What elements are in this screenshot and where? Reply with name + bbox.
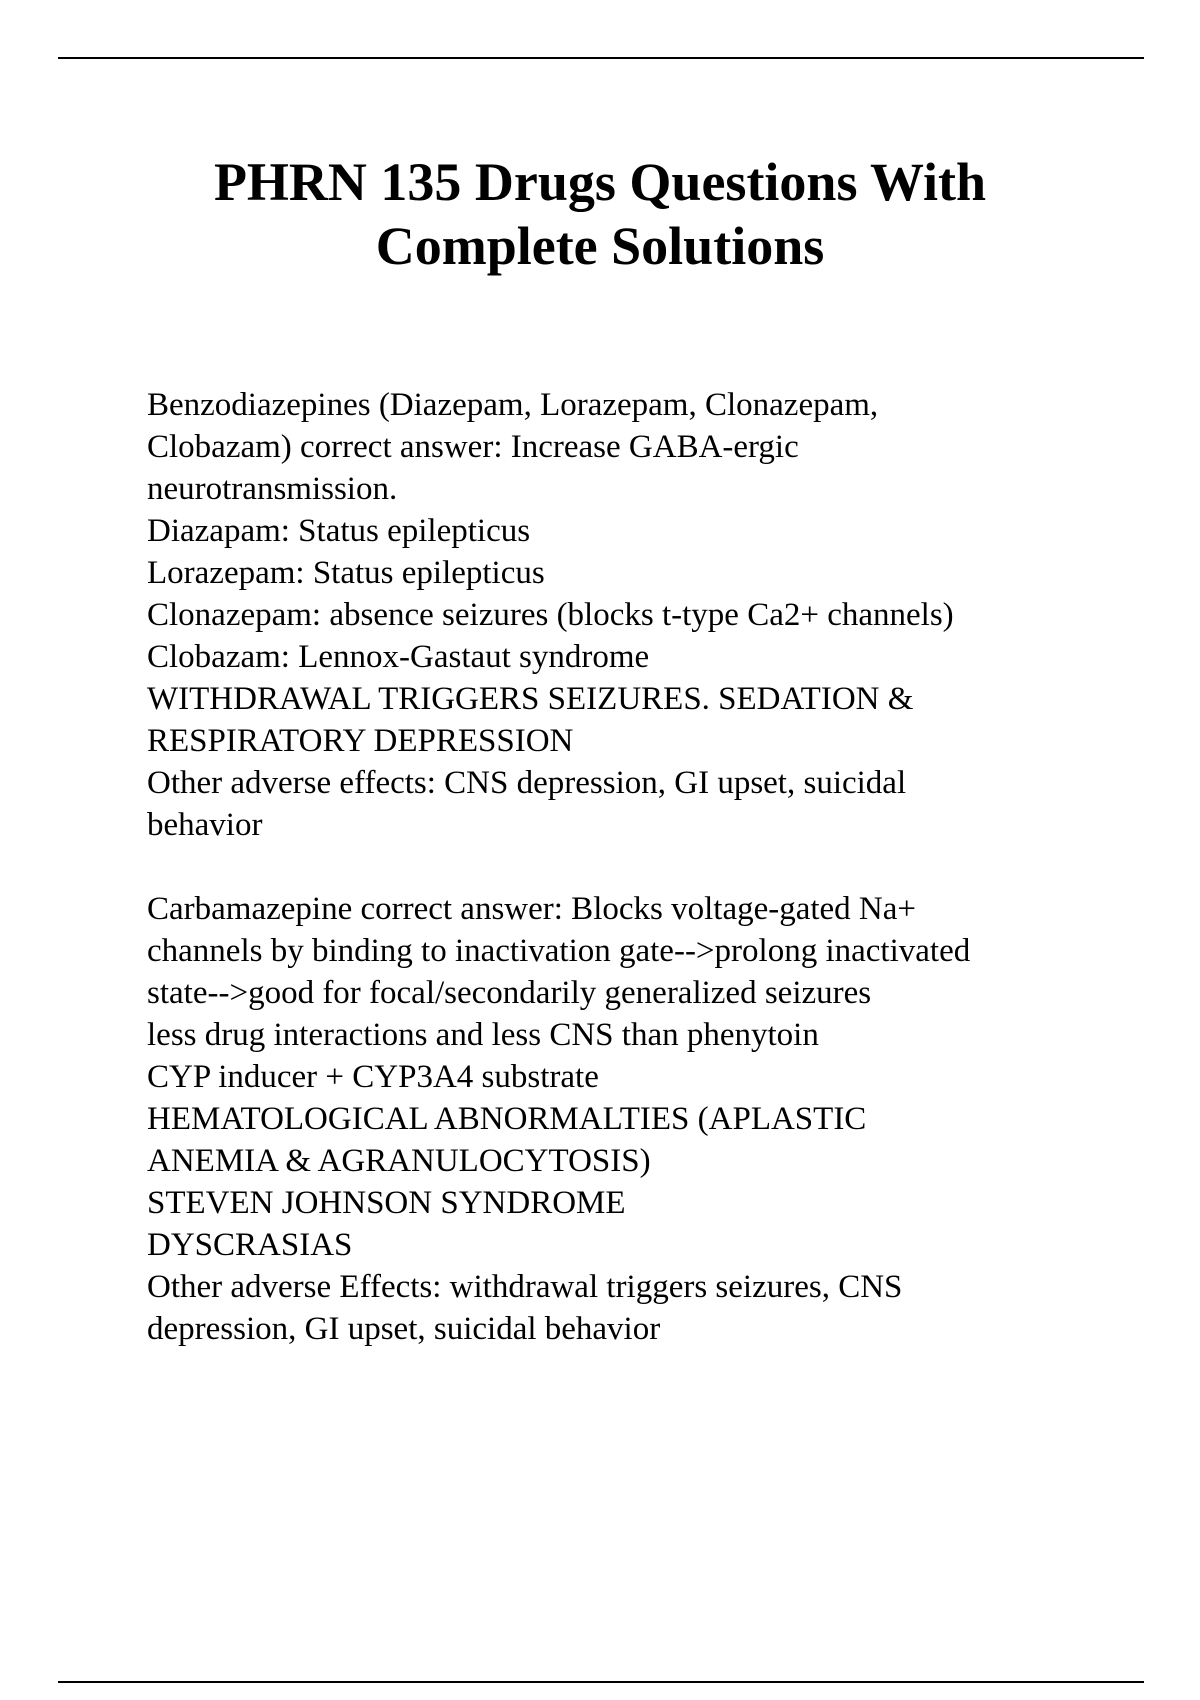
title-line-2: Complete Solutions: [375, 216, 825, 276]
text-line: Lorazepam: Status epilepticus: [147, 555, 545, 591]
title-line-1: PHRN 135 Drugs Questions With: [213, 152, 987, 212]
text-line: DYSCRASIAS: [147, 1227, 353, 1263]
text-line: Clobazam) correct answer: Increase GABA-ergic: [147, 429, 799, 465]
text-line: behavior: [147, 807, 263, 843]
text-line: Clobazam: Lennox-Gastaut syndrome: [147, 639, 650, 675]
text-line: STEVEN JOHNSON SYNDROME: [147, 1185, 626, 1221]
text-line: WITHDRAWAL TRIGGERS SEIZURES. SEDATION &: [147, 681, 914, 717]
carbamazepine-answer-block: [147, 888, 1147, 1350]
document-body: [147, 384, 1147, 1350]
document-title: [100, 150, 1100, 278]
text-line: Other adverse Effects: withdrawal triggers seizures, CNS: [147, 1269, 903, 1305]
text-line: ANEMIA & AGRANULOCYTOSIS): [147, 1143, 651, 1179]
text-line: channels by binding to inactivation gate-->prolong inactivated: [147, 933, 971, 969]
text-line: depression, GI upset, suicidal behavior: [147, 1311, 661, 1347]
text-line: RESPIRATORY DEPRESSION: [147, 723, 574, 759]
footer-rule: [58, 1681, 1144, 1683]
header-rule: [58, 57, 1144, 59]
text-line: Benzodiazepines (Diazepam, Lorazepam, Clonazepam,: [147, 387, 879, 423]
text-line: neurotransmission.: [147, 471, 398, 507]
text-line: Clonazepam: absence seizures (blocks t-type Ca2+ channels): [147, 597, 954, 633]
text-line: CYP inducer + CYP3A4 substrate: [147, 1059, 599, 1095]
text-line: less drug interactions and less CNS than phenytoin: [147, 1017, 819, 1053]
text-line: Diazapam: Status epilepticus: [147, 513, 531, 549]
text-line: HEMATOLOGICAL ABNORMALTIES (APLASTIC: [147, 1101, 867, 1137]
text-line: Carbamazepine correct answer: Blocks voltage-gated Na+: [147, 891, 917, 927]
text-line: Other adverse effects: CNS depression, GI upset, suicidal: [147, 765, 907, 801]
text-line: state-->good for focal/secondarily generalized seizures: [147, 975, 872, 1011]
benzodiazepines-answer-block: [147, 384, 1147, 846]
